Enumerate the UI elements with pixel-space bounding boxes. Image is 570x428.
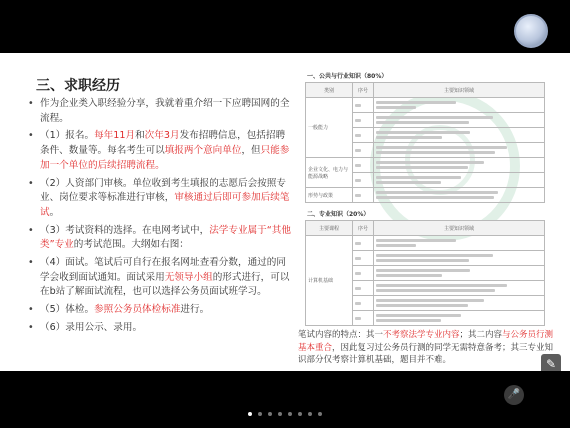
table-header: 主要知识领域 bbox=[374, 83, 545, 98]
category-cell: 一般能力 bbox=[306, 98, 353, 158]
bullet-item bbox=[26, 321, 294, 336]
microphone-icon[interactable]: 🎤 bbox=[504, 385, 524, 405]
page-dot[interactable] bbox=[318, 412, 322, 416]
knowledge-cell bbox=[374, 251, 545, 266]
bullet-item bbox=[26, 303, 294, 318]
presentation-slide bbox=[0, 53, 570, 371]
slide-title: 三、求职经历 bbox=[36, 78, 120, 94]
highlight-text: 填报两个意向单位 bbox=[164, 145, 242, 157]
knowledge-cell bbox=[374, 266, 545, 281]
page-dot[interactable] bbox=[248, 412, 252, 416]
index-cell bbox=[353, 281, 374, 296]
table-row bbox=[306, 98, 545, 113]
knowledge-cell bbox=[374, 98, 545, 113]
category-cell: 形势与政策 bbox=[306, 188, 353, 203]
bullet-item bbox=[26, 129, 294, 173]
table-header: 序号 bbox=[353, 221, 374, 236]
knowledge-cell bbox=[374, 236, 545, 251]
public-knowledge-table bbox=[305, 82, 545, 203]
professional-knowledge-table bbox=[305, 220, 545, 326]
page-dot[interactable] bbox=[308, 412, 312, 416]
highlight-text: 参照公务员体检标准 bbox=[94, 304, 181, 316]
knowledge-cell bbox=[374, 113, 545, 128]
text-run: 的形式进行，可以在b站了解面试流程，也可以选择公务员面试班学习。 bbox=[40, 271, 290, 298]
page-dot[interactable] bbox=[288, 412, 292, 416]
highlight-text: 只能参加一个单位的后续招聘流程。 bbox=[40, 145, 290, 171]
page-dot[interactable] bbox=[298, 412, 302, 416]
highlight-text: 与公务员行测基本重合 bbox=[298, 330, 554, 353]
text-run: （1）报名。 bbox=[40, 130, 95, 142]
text-run: （6）录用公示、录用。 bbox=[40, 321, 143, 333]
table-row bbox=[306, 236, 545, 251]
knowledge-cell bbox=[374, 173, 545, 188]
index-cell bbox=[353, 251, 374, 266]
bullet-item bbox=[26, 177, 294, 221]
table-row bbox=[306, 188, 545, 203]
text-run: 笔试内容的特点：其一 bbox=[298, 330, 384, 340]
text-run: ，因此复习过公务员行测的同学无需特意备考；其三专业知识部分仅考察计算机基础，题目并不难。 bbox=[298, 342, 554, 365]
text-run: 的考试范围。大纲如右图： bbox=[73, 239, 189, 251]
index-cell bbox=[353, 113, 374, 128]
table-row bbox=[306, 158, 545, 173]
index-cell bbox=[353, 296, 374, 311]
text-run: （3）考试资料的选择。在电网考试中， bbox=[40, 224, 210, 236]
knowledge-cell bbox=[374, 128, 545, 143]
category-cell: 计算机基础 bbox=[306, 236, 353, 326]
exam-notes-text bbox=[298, 329, 556, 367]
text-run: 。 bbox=[49, 206, 60, 218]
top-bar bbox=[0, 0, 570, 52]
highlight-text: 法学专业属于“其他类”专业 bbox=[40, 224, 291, 251]
text-run: 和 bbox=[135, 130, 145, 142]
index-cell bbox=[353, 311, 374, 326]
text-run: 进行。 bbox=[180, 304, 210, 316]
knowledge-cell bbox=[374, 296, 545, 311]
text-run: ，但 bbox=[241, 145, 261, 157]
bullet-item bbox=[26, 97, 294, 126]
index-cell bbox=[353, 143, 374, 158]
page-dot[interactable] bbox=[268, 412, 272, 416]
table-header: 主要知识领域 bbox=[374, 221, 545, 236]
index-cell bbox=[353, 266, 374, 281]
text-run: 作为企业类入职经验分享，我就着重介绍一下应聘国网的全流程。 bbox=[40, 98, 290, 124]
page-dot[interactable] bbox=[258, 412, 262, 416]
bullet-item bbox=[26, 256, 294, 300]
page-dot[interactable] bbox=[278, 412, 282, 416]
knowledge-cell bbox=[374, 158, 545, 173]
table-header: 序号 bbox=[353, 83, 374, 98]
index-cell bbox=[353, 173, 374, 188]
highlight-text: 不考察法学专业内容 bbox=[383, 330, 460, 340]
index-cell bbox=[353, 188, 374, 203]
highlight-text: 次年3月 bbox=[144, 130, 180, 142]
table-header: 主要课程 bbox=[306, 221, 353, 236]
highlight-text: 每年11月 bbox=[94, 130, 136, 142]
index-cell bbox=[353, 98, 374, 113]
knowledge-cell bbox=[374, 281, 545, 296]
text-run: ；其二内容 bbox=[459, 330, 503, 340]
text-run: 发布招聘信息，包括招聘条件、数量等。每名考生可以 bbox=[40, 130, 286, 157]
text-run: （2）人资部门审核。单位收到考生填报的志愿后会按照专业、岗位要求等标准进行审核， bbox=[40, 177, 286, 204]
knowledge-cell bbox=[374, 188, 545, 203]
section1-title: 一、公共与行业知识（80%） bbox=[307, 73, 388, 80]
knowledge-cell bbox=[374, 311, 545, 326]
knowledge-cell bbox=[374, 143, 545, 158]
text-run: （4）面试。笔试后可自行在报名网址查看分数，通过的同学会收到面试通知。面试采用 bbox=[40, 257, 286, 283]
index-cell bbox=[353, 158, 374, 173]
avatar[interactable] bbox=[514, 14, 548, 48]
table-header: 类别 bbox=[306, 83, 353, 98]
edit-icon[interactable]: ✎ bbox=[541, 354, 561, 371]
index-cell bbox=[353, 236, 374, 251]
index-cell bbox=[353, 128, 374, 143]
category-cell: 企业文化、电力与能源战略 bbox=[306, 158, 353, 188]
bullet-item bbox=[26, 224, 294, 253]
highlight-text: 审核通过后即可参加后续笔试 bbox=[40, 192, 290, 218]
page-indicator bbox=[0, 412, 570, 416]
text-run: （5）体检。 bbox=[40, 304, 95, 316]
bullet-list bbox=[26, 97, 294, 339]
highlight-text: 无领导小组 bbox=[164, 271, 213, 283]
section2-title: 二、专业知识（20%） bbox=[307, 211, 370, 218]
exam-outline-figure bbox=[305, 71, 553, 307]
